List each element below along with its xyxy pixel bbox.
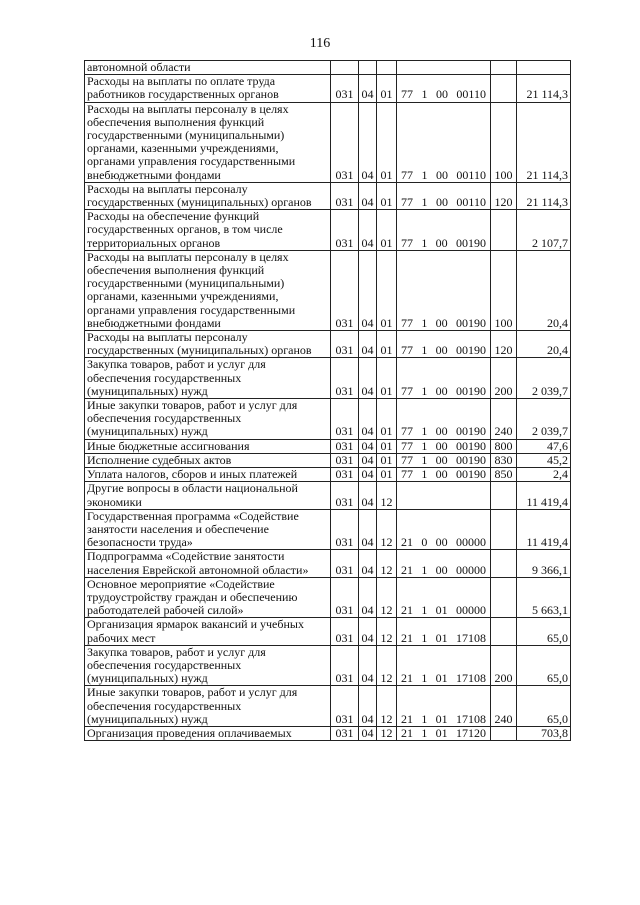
- target-article-part: 17108: [455, 671, 486, 686]
- expense-name-cell: Расходы на обеспечение функций государственных органов, в том числе территориальных органов: [85, 210, 331, 251]
- expense-name-cell: Исполнение судебных актов: [85, 453, 331, 467]
- target-article-cell: [397, 75, 491, 102]
- target-article-part: 00: [435, 535, 448, 550]
- section-code-cell: 04: [359, 686, 377, 727]
- grbs-code-cell: 031: [331, 439, 359, 453]
- target-article-cell: [397, 210, 491, 251]
- target-article-part: 77: [401, 467, 413, 482]
- expense-name-cell: Уплата налогов, сборов и иных платежей: [85, 468, 331, 482]
- subsection-code-cell: 01: [377, 182, 397, 209]
- target-article-part: 01: [435, 630, 448, 645]
- target-article-part: 00000: [455, 603, 486, 618]
- target-article-cell: [397, 509, 491, 550]
- section-code-cell: 04: [359, 399, 377, 440]
- expense-type-cell: 800: [491, 439, 517, 453]
- amount-cell: 2 039,7: [517, 358, 571, 399]
- grbs-code-cell: 031: [331, 550, 359, 577]
- target-article-part: 00190: [455, 424, 486, 439]
- grbs-code-cell: [331, 61, 359, 75]
- section-code-cell: 04: [359, 618, 377, 645]
- subsection-code-cell: 12: [377, 550, 397, 577]
- target-article-part: 1: [421, 167, 428, 182]
- target-article-part: 21: [401, 562, 413, 577]
- subsection-code-cell: 01: [377, 331, 397, 358]
- table-row: [85, 102, 571, 182]
- expense-name-cell: Иные бюджетные ассигнования: [85, 439, 331, 453]
- table-row: [85, 509, 571, 550]
- amount-cell: 21 114,3: [517, 182, 571, 209]
- subsection-code-cell: 01: [377, 75, 397, 102]
- amount-cell: 2 039,7: [517, 399, 571, 440]
- target-article-part: 1: [421, 603, 428, 618]
- subsection-code-cell: 12: [377, 726, 397, 740]
- target-article-part: 00: [435, 235, 448, 250]
- target-article-part: 77: [401, 424, 413, 439]
- grbs-code-cell: 031: [331, 102, 359, 182]
- grbs-code-cell: 031: [331, 75, 359, 102]
- section-code-cell: 04: [359, 482, 377, 509]
- target-article-cell: [397, 618, 491, 645]
- amount-cell: 11 419,4: [517, 509, 571, 550]
- table-row: [85, 686, 571, 727]
- target-article-part: 17108: [455, 630, 486, 645]
- expense-name-cell: Иные закупки товаров, работ и услуг для обеспечения государственных (муниципальных) нужд: [85, 686, 331, 727]
- table-row: [85, 210, 571, 251]
- table-row: [85, 577, 571, 618]
- target-article-part: 77: [401, 87, 413, 102]
- target-article-part: 1: [421, 383, 428, 398]
- expense-type-cell: 200: [491, 645, 517, 686]
- expense-name-cell: Организация ярмарок вакансий и учебных рабочих мест: [85, 618, 331, 645]
- table-row: [85, 726, 571, 740]
- target-article-part: 01: [435, 726, 448, 740]
- target-article-cell: [397, 726, 491, 740]
- target-article-part: 00: [435, 467, 448, 482]
- section-code-cell: 04: [359, 726, 377, 740]
- grbs-code-cell: 031: [331, 331, 359, 358]
- amount-cell: 703,8: [517, 726, 571, 740]
- target-article-code: [399, 468, 488, 481]
- expense-type-cell: 830: [491, 453, 517, 467]
- subsection-code-cell: 01: [377, 358, 397, 399]
- subsection-code-cell: 01: [377, 468, 397, 482]
- amount-cell: 20,4: [517, 250, 571, 330]
- target-article-part: 1: [421, 562, 428, 577]
- grbs-code-cell: 031: [331, 358, 359, 399]
- expense-name-cell: Расходы на выплаты персоналу государственных (муниципальных) органов: [85, 331, 331, 358]
- target-article-part: 1: [421, 87, 428, 102]
- subsection-code-cell: 01: [377, 453, 397, 467]
- expense-type-cell: 100: [491, 102, 517, 182]
- target-article-part: 17108: [455, 711, 486, 726]
- target-article-cell: [397, 686, 491, 727]
- target-article-code: [399, 88, 488, 101]
- target-article-part: 1: [421, 195, 428, 210]
- target-article-part: 00110: [456, 167, 486, 182]
- target-article-part: 00190: [455, 439, 486, 453]
- subsection-code-cell: 01: [377, 210, 397, 251]
- target-article-code: [399, 237, 488, 250]
- target-article-code: [399, 536, 488, 549]
- target-article-part: 77: [401, 343, 413, 358]
- amount-cell: 47,6: [517, 439, 571, 453]
- target-article-part: 00: [435, 453, 448, 467]
- section-code-cell: 04: [359, 250, 377, 330]
- target-article-part: 00000: [455, 562, 486, 577]
- expense-name-cell: Расходы на выплаты персоналу в целях обеспечения выполнения функций государственными (муниципальными) органами, казенными учреждениями, органами управления государственными внебюджетными фондами: [85, 102, 331, 182]
- table-row: [85, 182, 571, 209]
- target-article-part: 77: [401, 453, 413, 467]
- target-article-part: 00: [435, 195, 448, 210]
- expense-type-cell: [491, 577, 517, 618]
- subsection-code-cell: 12: [377, 577, 397, 618]
- target-article-part: 21: [401, 630, 413, 645]
- target-article-part: 1: [421, 726, 428, 740]
- expense-name-cell: Подпрограмма «Содействие занятости населения Еврейской автономной области»: [85, 550, 331, 577]
- target-article-part: 00: [435, 383, 448, 398]
- target-article-part: 21: [401, 535, 413, 550]
- target-article-part: 00190: [455, 383, 486, 398]
- amount-cell: 5 663,1: [517, 577, 571, 618]
- expense-type-cell: 240: [491, 399, 517, 440]
- target-article-cell: [397, 182, 491, 209]
- expense-type-cell: [491, 482, 517, 509]
- expense-name-cell: Основное мероприятие «Содействие трудоустройству граждан и обеспечению работодателей рабочей силой»: [85, 577, 331, 618]
- amount-cell: 45,2: [517, 453, 571, 467]
- page-number: 116: [309, 36, 331, 51]
- target-article-part: 1: [421, 671, 428, 686]
- grbs-code-cell: 031: [331, 210, 359, 251]
- target-article-part: 00: [435, 439, 448, 453]
- subsection-code-cell: 12: [377, 482, 397, 509]
- section-code-cell: 04: [359, 509, 377, 550]
- amount-cell: 65,0: [517, 645, 571, 686]
- grbs-code-cell: 031: [331, 399, 359, 440]
- target-article-part: 77: [401, 195, 413, 210]
- target-article-part: 1: [421, 630, 428, 645]
- target-article-code: [399, 425, 488, 438]
- target-article-cell: [397, 250, 491, 330]
- table-row: [85, 618, 571, 645]
- expense-type-cell: [491, 618, 517, 645]
- target-article-part: 00: [435, 424, 448, 439]
- expense-name-cell: автономной области: [85, 61, 331, 75]
- amount-cell: 11 419,4: [517, 482, 571, 509]
- amount-cell: 20,4: [517, 331, 571, 358]
- section-code-cell: 04: [359, 468, 377, 482]
- grbs-code-cell: 031: [331, 686, 359, 727]
- target-article-part: 0: [421, 535, 428, 550]
- grbs-code-cell: 031: [331, 182, 359, 209]
- target-article-part: 00000: [455, 535, 486, 550]
- expense-type-cell: [491, 509, 517, 550]
- table-row: [85, 61, 571, 75]
- subsection-code-cell: 12: [377, 509, 397, 550]
- target-article-part: 1: [421, 315, 428, 330]
- target-article-part: 01: [435, 603, 448, 618]
- grbs-code-cell: 031: [331, 509, 359, 550]
- target-article-part: 01: [435, 671, 448, 686]
- target-article-code: [399, 713, 488, 726]
- target-article-part: 77: [401, 167, 413, 182]
- section-code-cell: 04: [359, 577, 377, 618]
- target-article-cell: [397, 399, 491, 440]
- target-article-part: 1: [421, 235, 428, 250]
- subsection-code-cell: 12: [377, 686, 397, 727]
- expense-name-cell: Закупка товаров, работ и услуг для обеспечения государственных (муниципальных) нужд: [85, 358, 331, 399]
- section-code-cell: 04: [359, 645, 377, 686]
- section-code-cell: [359, 61, 377, 75]
- subsection-code-cell: 12: [377, 618, 397, 645]
- target-article-part: 00190: [455, 235, 486, 250]
- table-row: [85, 358, 571, 399]
- target-article-part: 1: [421, 343, 428, 358]
- target-article-cell: [397, 468, 491, 482]
- target-article-code: [399, 604, 488, 617]
- section-code-cell: 04: [359, 550, 377, 577]
- expense-type-cell: [491, 726, 517, 740]
- target-article-part: 17120: [455, 726, 486, 740]
- grbs-code-cell: 031: [331, 618, 359, 645]
- target-article-part: 00: [435, 87, 448, 102]
- grbs-code-cell: 031: [331, 726, 359, 740]
- table-row: [85, 75, 571, 102]
- amount-cell: 2,4: [517, 468, 571, 482]
- target-article-part: 00: [435, 167, 448, 182]
- target-article-cell: [397, 358, 491, 399]
- grbs-code-cell: 031: [331, 482, 359, 509]
- expense-name-cell: Другие вопросы в области национальной экономики: [85, 482, 331, 509]
- section-code-cell: 04: [359, 331, 377, 358]
- amount-cell: 65,0: [517, 686, 571, 727]
- target-article-cell: [397, 102, 491, 182]
- target-article-code: [399, 564, 488, 577]
- subsection-code-cell: 01: [377, 439, 397, 453]
- amount-cell: 21 114,3: [517, 102, 571, 182]
- expense-type-cell: 850: [491, 468, 517, 482]
- target-article-cell: [397, 550, 491, 577]
- target-article-part: 21: [401, 671, 413, 686]
- expense-name-cell: Закупка товаров, работ и услуг для обеспечения государственных (муниципальных) нужд: [85, 645, 331, 686]
- expense-name-cell: Расходы на выплаты по оплате труда работников государственных органов: [85, 75, 331, 102]
- section-code-cell: 04: [359, 439, 377, 453]
- subsection-code-cell: 01: [377, 250, 397, 330]
- target-article-part: 77: [401, 383, 413, 398]
- subsection-code-cell: 01: [377, 102, 397, 182]
- target-article-part: 1: [421, 453, 428, 467]
- grbs-code-cell: 031: [331, 577, 359, 618]
- target-article-part: 00: [435, 315, 448, 330]
- target-article-code: [399, 727, 488, 740]
- grbs-code-cell: 031: [331, 453, 359, 467]
- target-article-cell: [397, 577, 491, 618]
- expense-type-cell: 120: [491, 331, 517, 358]
- target-article-part: 21: [401, 711, 413, 726]
- amount-cell: 21 114,3: [517, 75, 571, 102]
- subsection-code-cell: 12: [377, 645, 397, 686]
- target-article-cell: [397, 331, 491, 358]
- section-code-cell: 04: [359, 358, 377, 399]
- target-article-code: [399, 385, 488, 398]
- expense-type-cell: 120: [491, 182, 517, 209]
- expense-name-cell: Расходы на выплаты персоналу государственных (муниципальных) органов: [85, 182, 331, 209]
- subsection-code-cell: 01: [377, 399, 397, 440]
- section-code-cell: 04: [359, 453, 377, 467]
- expense-name-cell: Организация проведения оплачиваемых: [85, 726, 331, 740]
- target-article-part: 00190: [455, 343, 486, 358]
- table-row: [85, 645, 571, 686]
- target-article-part: 21: [401, 726, 413, 740]
- target-article-part: 00: [435, 343, 448, 358]
- target-article-part: 1: [421, 711, 428, 726]
- target-article-cell: [397, 439, 491, 453]
- section-code-cell: 04: [359, 182, 377, 209]
- expense-type-cell: 200: [491, 358, 517, 399]
- target-article-code: [399, 344, 488, 357]
- table-row: [85, 550, 571, 577]
- amount-cell: 65,0: [517, 618, 571, 645]
- table-row: [85, 250, 571, 330]
- grbs-code-cell: 031: [331, 250, 359, 330]
- target-article-cell: [397, 482, 491, 509]
- target-article-part: 77: [401, 235, 413, 250]
- target-article-part: 00: [435, 562, 448, 577]
- section-code-cell: 04: [359, 75, 377, 102]
- budget-table-body: [85, 61, 571, 741]
- table-row: [85, 482, 571, 509]
- amount-cell: 2 107,7: [517, 210, 571, 251]
- expense-type-cell: 240: [491, 686, 517, 727]
- grbs-code-cell: 031: [331, 645, 359, 686]
- target-article-code: [399, 454, 488, 467]
- expense-type-cell: [491, 550, 517, 577]
- table-row: [85, 468, 571, 482]
- target-article-code: [399, 672, 488, 685]
- target-article-part: 77: [401, 315, 413, 330]
- target-article-part: 1: [421, 439, 428, 453]
- target-article-cell: [397, 645, 491, 686]
- expense-type-cell: [491, 75, 517, 102]
- table-row: [85, 399, 571, 440]
- subsection-code-cell: [377, 61, 397, 75]
- table-row: [85, 331, 571, 358]
- target-article-cell: [397, 61, 491, 75]
- target-article-part: 21: [401, 603, 413, 618]
- expense-type-cell: 100: [491, 250, 517, 330]
- target-article-part: 77: [401, 439, 413, 453]
- target-article-part: 00190: [455, 453, 486, 467]
- target-article-part: 01: [435, 711, 448, 726]
- grbs-code-cell: 031: [331, 468, 359, 482]
- target-article-code: [399, 440, 488, 453]
- budget-table: [84, 60, 571, 741]
- expense-name-cell: Расходы на выплаты персоналу в целях обеспечения выполнения функций государственными (муниципальными) органами, казенными учреждениями, органами управления государственными внебюджетными фондами: [85, 250, 331, 330]
- section-code-cell: 04: [359, 210, 377, 251]
- target-article-part: 00110: [456, 87, 486, 102]
- target-article-code: [399, 196, 488, 209]
- amount-cell: 9 366,1: [517, 550, 571, 577]
- target-article-part: 1: [421, 467, 428, 482]
- expense-type-cell: [491, 61, 517, 75]
- amount-cell: [517, 61, 571, 75]
- expense-type-cell: [491, 210, 517, 251]
- target-article-cell: [397, 453, 491, 467]
- target-article-part: 00190: [455, 315, 486, 330]
- target-article-code: [399, 317, 488, 330]
- target-article-code: [399, 169, 488, 182]
- section-code-cell: 04: [359, 102, 377, 182]
- target-article-part: 1: [421, 424, 428, 439]
- table-row: [85, 439, 571, 453]
- target-article-part: 00190: [455, 467, 486, 482]
- target-article-part: 00110: [456, 195, 486, 210]
- target-article-code: [399, 632, 488, 645]
- expense-name-cell: Государственная программа «Содействие занятости населения и обеспечение безопасности труда»: [85, 509, 331, 550]
- expense-name-cell: Иные закупки товаров, работ и услуг для обеспечения государственных (муниципальных) нужд: [85, 399, 331, 440]
- table-row: [85, 453, 571, 467]
